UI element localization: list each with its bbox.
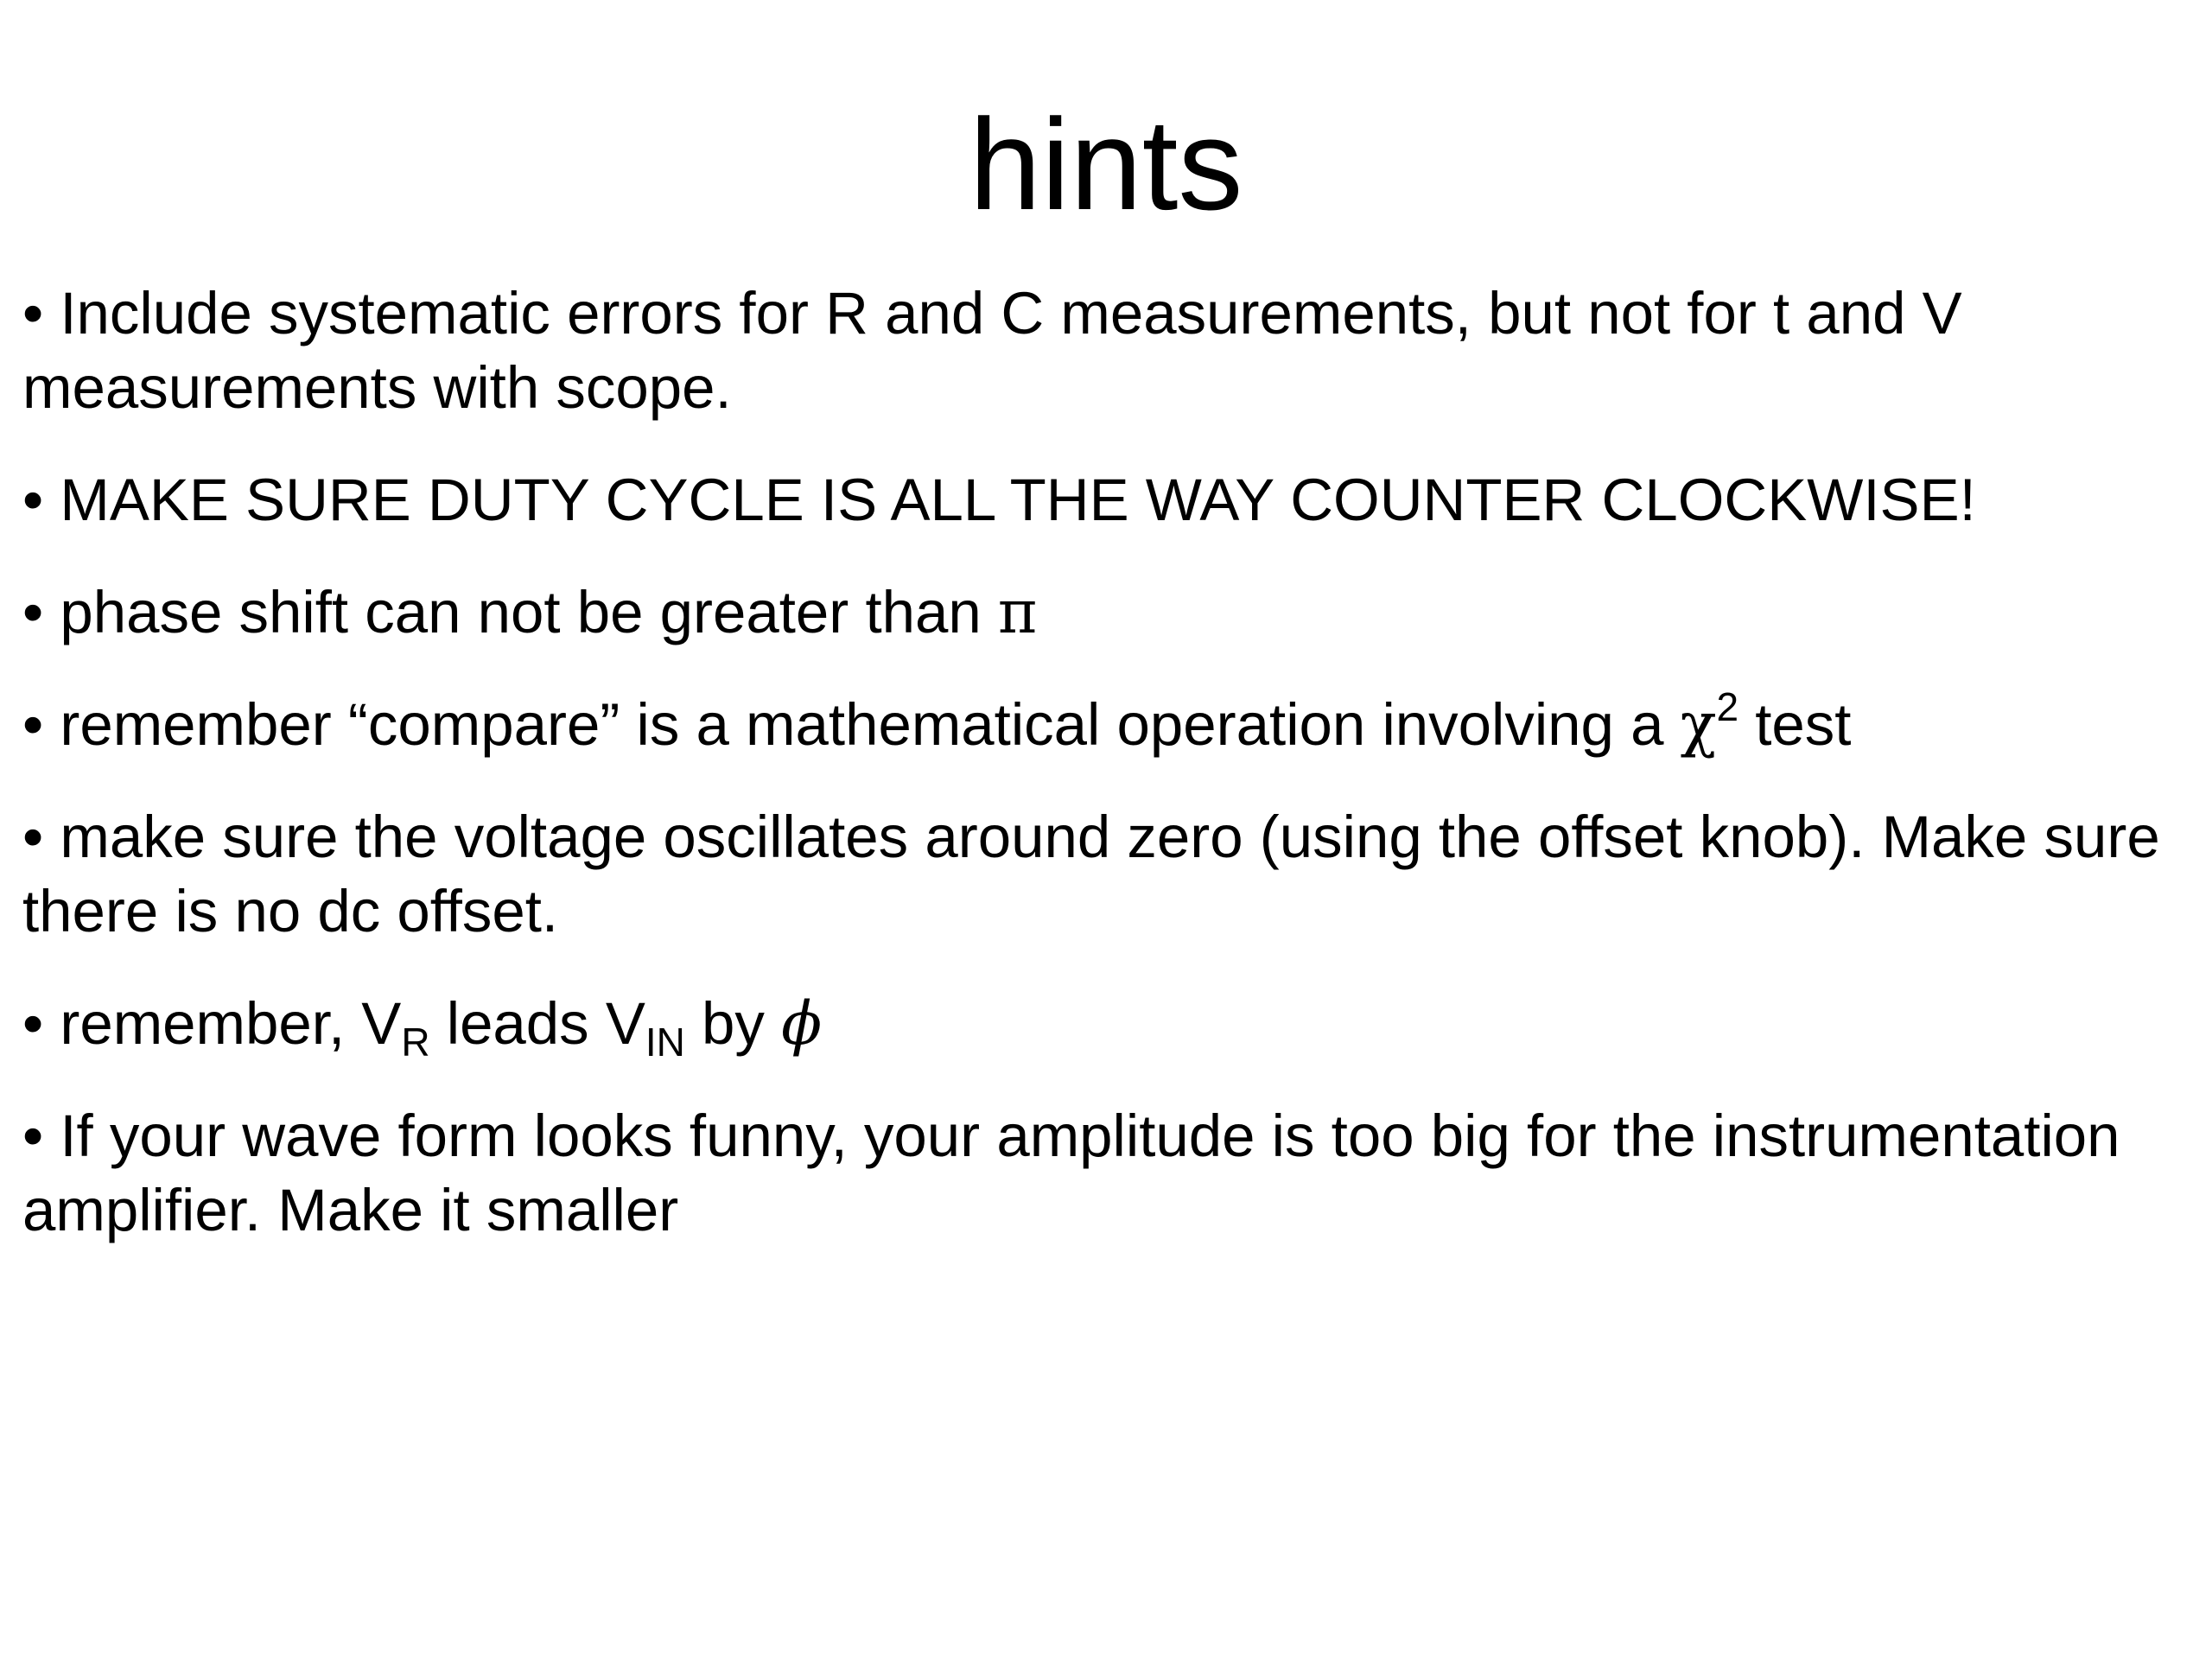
slide-title: hints — [969, 92, 1243, 237]
bullet-phase-shift — [22, 575, 2183, 650]
bullet-chi-square — [22, 684, 2183, 762]
bullet-text: Include systematic errors for R and C measurements, but not for t and V measurements with scope. — [22, 280, 1962, 421]
v-r-symbol: V — [361, 990, 402, 1057]
bullet-symbol: • — [22, 804, 44, 870]
bullet-symbol: • — [22, 579, 44, 645]
bullet-wave-form — [22, 1099, 2183, 1248]
bullet-text: remember, — [60, 990, 362, 1057]
chi-symbol: χ — [1680, 690, 1717, 760]
bullet-symbol: • — [22, 990, 44, 1057]
chi-superscript: 2 — [1716, 684, 1739, 729]
bullet-symbol: • — [22, 1103, 44, 1169]
bullet-symbol: • — [22, 691, 44, 758]
v-in-subscript: IN — [645, 1020, 685, 1065]
bullet-text: MAKE SURE DUTY CYCLE IS ALL THE WAY COUNTER CLOCKWISE! — [60, 467, 1976, 533]
bullet-text: remember “compare” is a mathematical operation involving a — [60, 691, 1681, 758]
bullet-symbol: • — [22, 467, 44, 533]
by-text: by — [684, 990, 782, 1057]
phi-symbol: ϕ — [781, 989, 823, 1058]
bullet-list — [22, 276, 2183, 1286]
v-in-symbol: V — [605, 990, 645, 1057]
pi-symbol: π — [997, 578, 1038, 647]
bullet-duty-cycle — [22, 463, 2183, 537]
leads-text: leads — [429, 990, 606, 1057]
bullet-text-after: test — [1738, 691, 1852, 758]
bullet-symbol: • — [22, 280, 44, 346]
bullet-text: phase shift can not be greater than — [60, 579, 998, 645]
bullet-text: make sure the voltage oscillates around zero (using the offset knob). Make sure there is no dc offset. — [22, 804, 2160, 944]
bullet-systematic-errors — [22, 276, 2183, 425]
v-r-subscript: R — [401, 1020, 430, 1065]
bullet-vr-leads-vin — [22, 987, 2183, 1065]
bullet-text: If your wave form looks funny, your amplitude is too big for the instrumentation amplifier. Make it smaller — [22, 1103, 2120, 1243]
bullet-voltage-offset — [22, 800, 2183, 949]
